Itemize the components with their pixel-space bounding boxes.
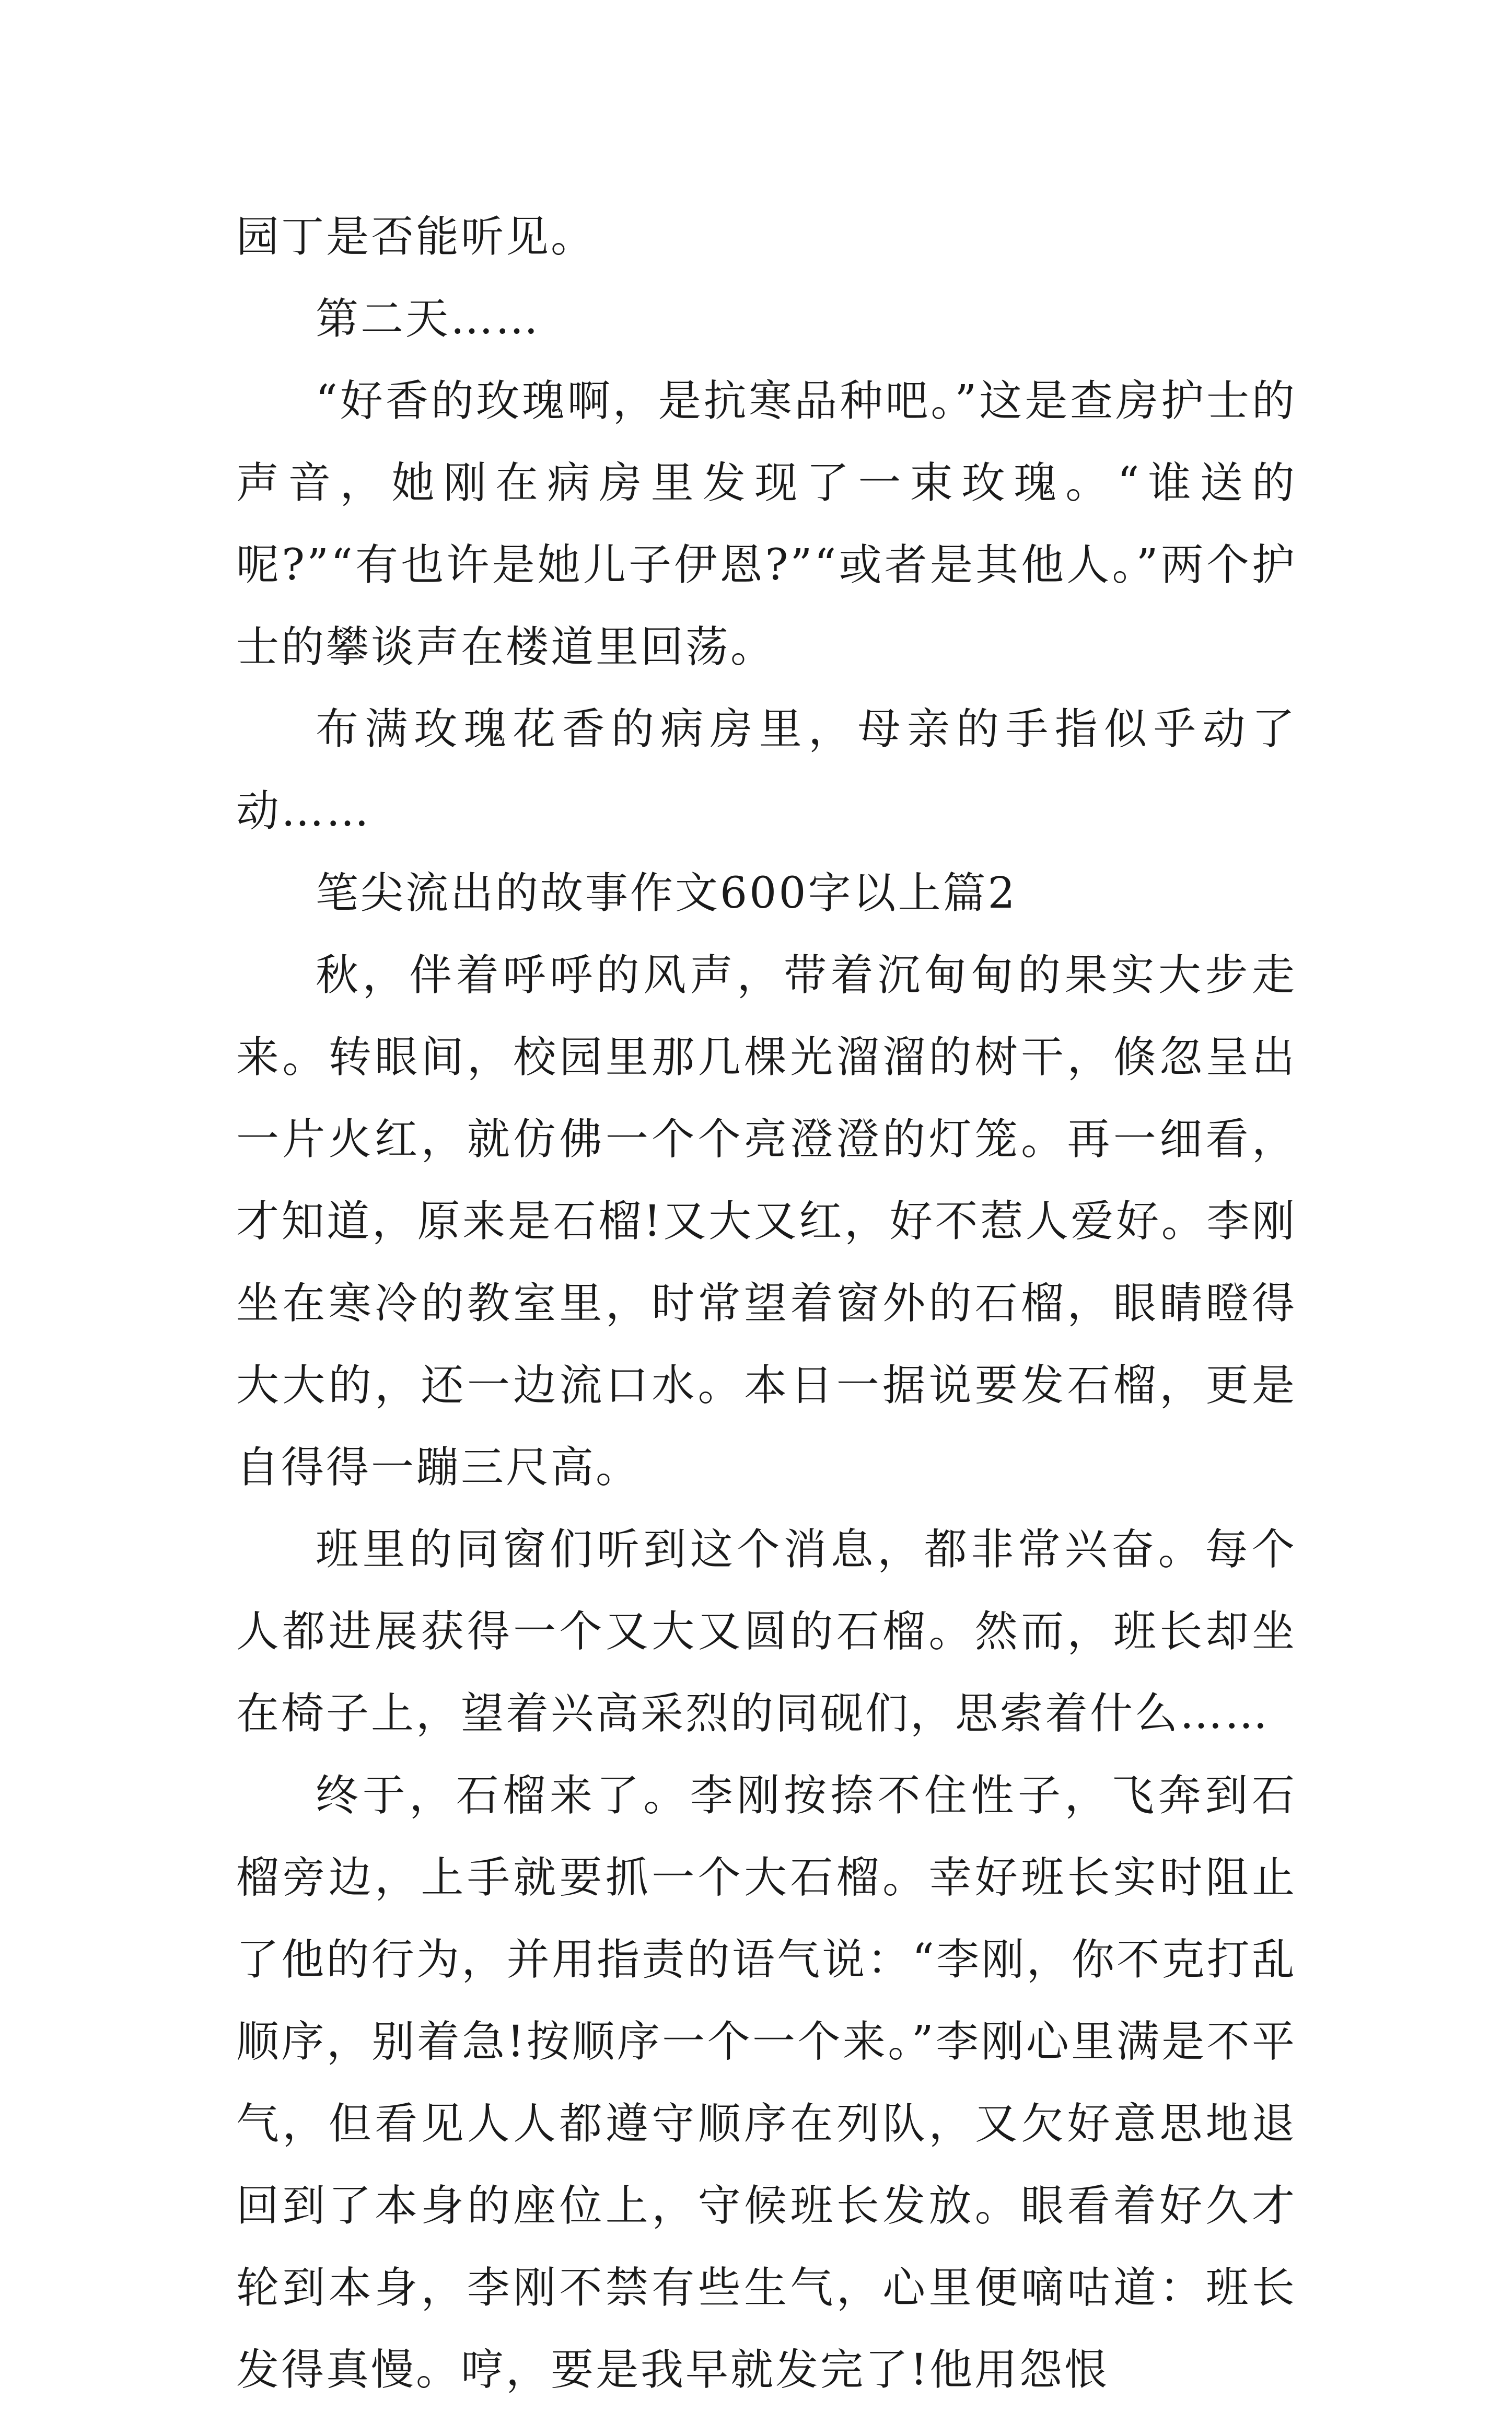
paragraph-7: 终于，石榴来了。李刚按捺不住性子，飞奔到石榴旁边，上手就要抓一个大石榴。幸好班长实时阻止了他的行为，并用指责的语气说：“李刚，你不克打乱顺序，别着急!按顺序一个一个来。”李刚心里满是不平气，但看见人人都遵守顺序在列队，又欠好意思地退回到了本身的座位上，守候班长发放。眼看着好久才轮到本身，李刚不禁有些生气，心里便嘀咕道：班长发得真慢。哼，要是我早就发完了!他用怨恨 (236, 1771, 1297, 2395)
document-body (236, 196, 1297, 2411)
paragraph-4: 布满玫瑰花香的病房里，母亲的手指似乎动了动…… (236, 704, 1297, 836)
paragraph-2: 第二天…… (316, 294, 541, 344)
section-heading: 笔尖流出的故事作文600字以上篇2 (316, 868, 1017, 918)
paragraph-5: 秋，伴着呼呼的风声，带着沉甸甸的果实大步走来。转眼间，校园里那几棵光溜溜的树干，倏忽呈出一片火红，就仿佛一个个亮澄澄的灯笼。再一细看，才知道，原来是石榴!又大又红，好不惹人爱好。李刚坐在寒冷的教室里，时常望着窗外的石榴，眼睛瞪得大大的，还一边流口水。本日一据说要发石榴，更是自得得一蹦三尺高。 (236, 951, 1297, 1492)
paragraph-6: 班里的同窗们听到这个消息，都非常兴奋。每个人都进展获得一个又大又圆的石榴。然而，班长却坐在椅子上，望着兴高采烈的同砚们，思索着什么…… (236, 1525, 1297, 1738)
paragraph-1: 园丁是否能听见。 (236, 212, 596, 262)
paragraph-3: “好香的玫瑰啊，是抗寒品种吧。”这是查房护士的声音，她刚在病房里发现了一束玫瑰。“谁送的呢?”“有也许是她儿子伊恩?”“或者是其他人。”两个护士的攀谈声在楼道里回荡。 (236, 376, 1297, 672)
